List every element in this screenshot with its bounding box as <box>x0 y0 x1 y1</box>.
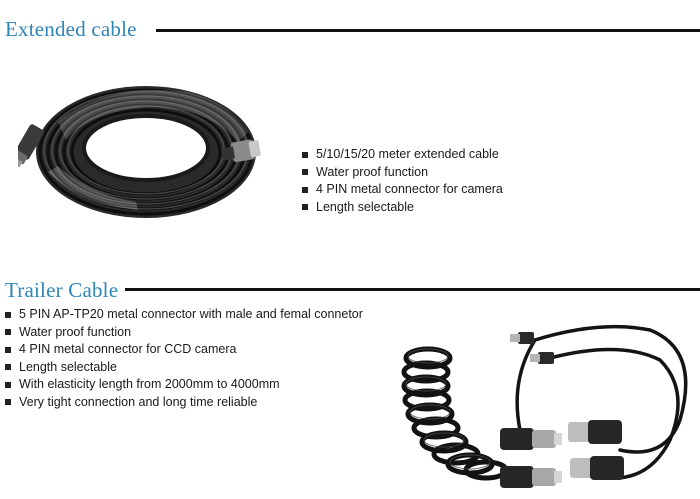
bullet-square-icon <box>302 169 308 175</box>
bullet-square-icon <box>5 382 11 388</box>
section-title-extended-cable: Extended cable <box>5 17 137 41</box>
list-item: Very tight connection and long time reliable <box>5 394 363 412</box>
bullet-square-icon <box>5 329 11 335</box>
list-item: With elasticity length from 2000mm to 4000mm <box>5 376 363 394</box>
bullet-square-icon <box>5 364 11 370</box>
bullet-square-icon <box>302 152 308 158</box>
list-item: 4 PIN metal connector for camera <box>302 181 503 199</box>
bullet-square-icon <box>302 187 308 193</box>
extended-cable-image <box>18 62 270 222</box>
bullet-square-icon <box>5 399 11 405</box>
trailer-cable-image <box>400 300 696 496</box>
list-item: 4 PIN metal connector for CCD camera <box>5 341 363 359</box>
list-item: Length selectable <box>302 199 503 217</box>
section-divider <box>156 29 700 32</box>
list-item: 5 PIN AP-TP20 metal connector with male and femal connetor <box>5 306 363 324</box>
bullet-square-icon <box>5 347 11 353</box>
list-item: Length selectable <box>5 359 363 377</box>
extended-cable-features <box>302 146 503 216</box>
bullet-square-icon <box>302 204 308 210</box>
section-divider <box>125 288 700 291</box>
bullet-square-icon <box>5 312 11 318</box>
list-item: Water proof function <box>302 164 503 182</box>
list-item: Water proof function <box>5 324 363 342</box>
trailer-cable-features <box>5 306 363 411</box>
section-title-trailer-cable: Trailer Cable <box>5 278 119 302</box>
list-item: 5/10/15/20 meter extended cable <box>302 146 503 164</box>
